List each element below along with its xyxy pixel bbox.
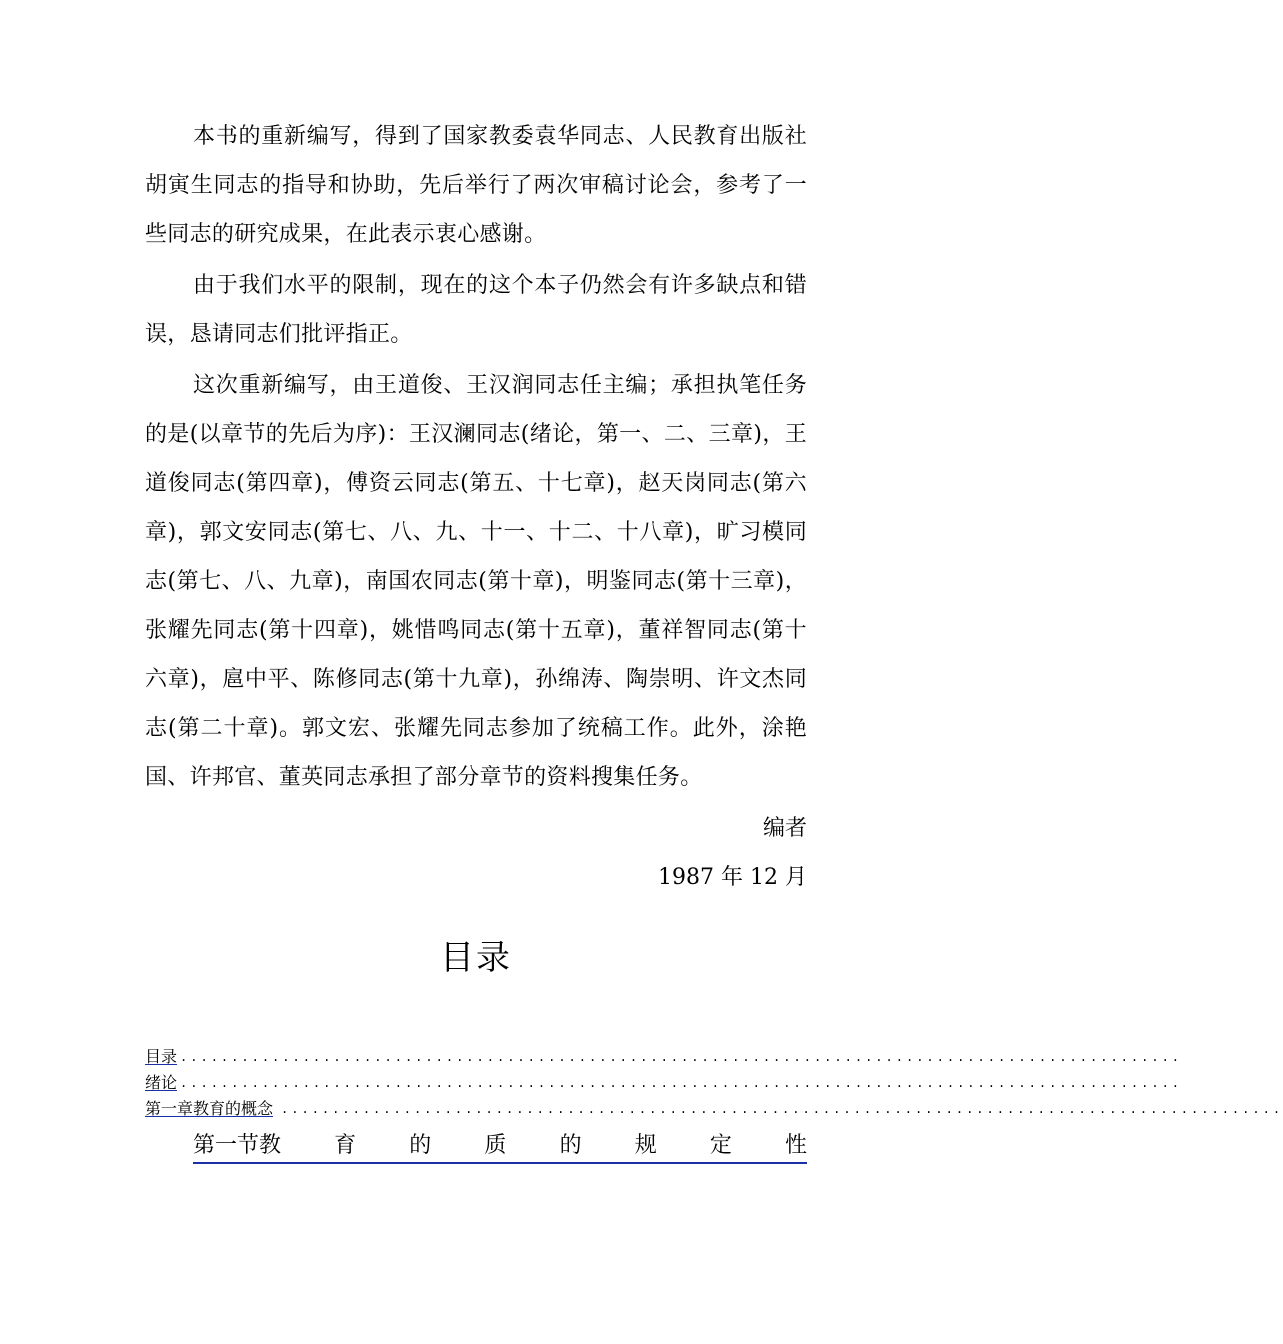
signature-author: 编者 [762,816,807,841]
toc-section-text-part: 质 [484,1133,507,1158]
preface-paragraph-2: 由于我们水平的限制，现在的这个本子仍然会有许多缺点和错误，恳请同志们批评指正。 [145,273,807,347]
preface-paragraph-1: 本书的重新编写，得到了国家教委袁华同志、人民教育出版社胡寅生同志的指导和协助，先后举行了两次审稿讨论会，参考了一些同志的研究成果，在此表示衷心感谢。 [145,124,807,247]
toc-section-text-part: 定 [709,1133,732,1158]
toc-leader-dots: .................................................................................................. [180,1050,1183,1064]
toc-link-chapter-1[interactable]: 第一章 [145,1099,194,1118]
toc-section-text-part: 的 [409,1133,432,1158]
toc-section-text-part: 性 [784,1133,807,1158]
toc-link-introduction[interactable]: 绪论 [145,1073,178,1092]
toc-link-chapter-1-title[interactable]: 教育的概念 [193,1099,274,1118]
document-page [145,112,1283,1164]
toc-section-text-part: 育 [334,1133,357,1158]
toc-entry[interactable] [145,1094,1283,1120]
signature-date: 1987 年 12 月 [658,865,807,890]
toc-link-section-1[interactable] [193,1126,807,1164]
toc-section-text-part: 第一节教 [193,1133,282,1158]
toc-leader-dots: .................................................................................................. [281,1102,1283,1116]
toc-section-text-part: 的 [559,1133,582,1158]
preface-paragraph-3: 这次重新编写，由王道俊、王汉润同志任主编；承担执笔任务的是(以章节的先后为序)：王汉澜同志(绪论，第一、二、三章)，王道俊同志(第四章)，傅资云同志(第五、十七章)，赵天岗同志(第六章)，郭文安同志(第七、八、九、十一、十二、十八章)，旷习模同志(第七、八、九章)，南国农同志(第十章)，明鉴同志(第十三章)，张耀先同志(第十四章)，姚惜鸣同志(第十五章)，董祥智同志(第十六章)，扈中平、陈修同志(第十九章)，孙绵涛、陶崇明、许文杰同志(第二十章)。郭文宏、张耀先同志参加了统稿工作。此外，涂艳国、许邦官、董英同志承担了部分章节的资料搜集任务。 [145,373,807,790]
toc-link-contents[interactable]: 目录 [145,1047,178,1066]
toc-entry[interactable] [145,1042,1183,1068]
table-of-contents [145,1042,1283,1164]
toc-heading: 目录 [440,938,512,978]
toc-entry[interactable] [145,1068,1183,1094]
toc-section-text-part: 规 [634,1133,657,1158]
toc-leader-dots: .................................................................................................. [180,1076,1183,1090]
